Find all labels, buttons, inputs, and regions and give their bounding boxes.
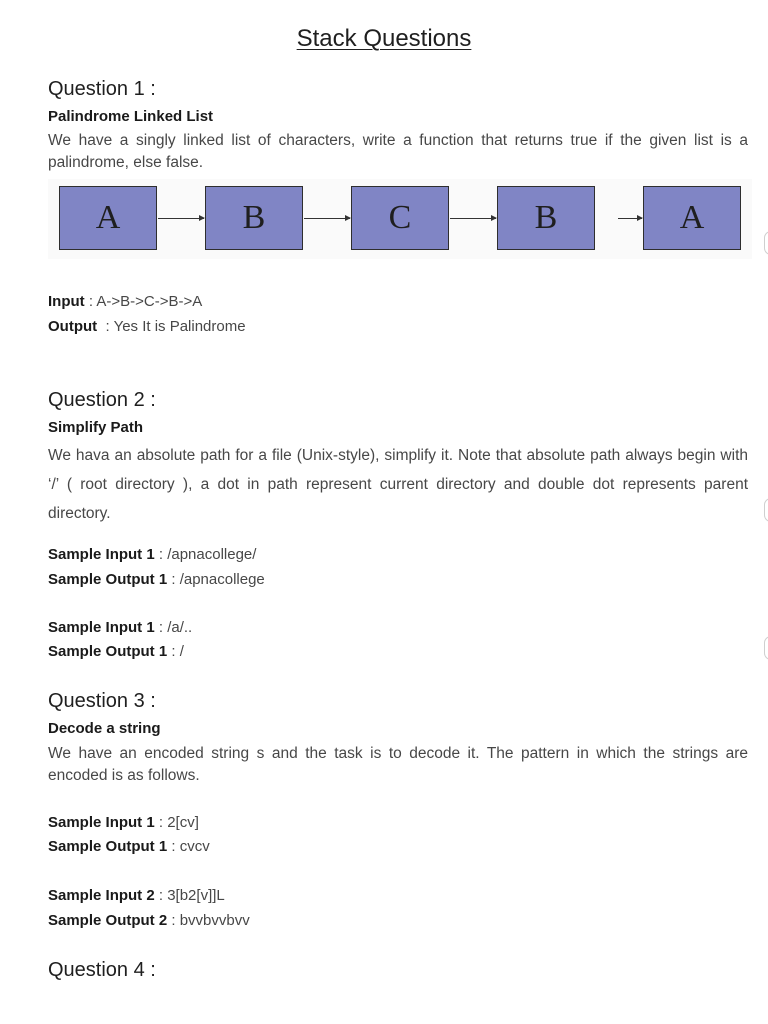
io-label: Sample Output 1 [48, 838, 168, 855]
question-2-heading: Question 2 : [48, 389, 156, 411]
linked-list-diagram [48, 179, 752, 259]
io-value: 3[b2[v]]L [167, 887, 225, 904]
list-node: A [643, 186, 741, 250]
io-separator: : [154, 546, 168, 563]
question-4-heading: Question 4 : [48, 959, 156, 981]
io-label: Sample Input 1 [48, 814, 155, 831]
page-title-text: Stack Questions [296, 25, 472, 52]
question-1-heading: Question 1 : [48, 78, 156, 100]
io-separator: : [167, 838, 180, 855]
page-edge-marker [764, 498, 768, 522]
page-title [0, 17, 768, 54]
question-3-heading: Question 3 : [48, 690, 156, 712]
sample-input-line [48, 814, 199, 831]
io-value: 2[cv] [167, 814, 199, 831]
io-value: A->B->C->B->A [96, 293, 203, 310]
list-node: C [351, 186, 449, 250]
next-arrow [304, 218, 350, 219]
io-label: Sample Output 2 [48, 912, 168, 929]
io-separator: : [154, 887, 168, 904]
io-label: Output [48, 318, 98, 335]
next-arrow [158, 218, 204, 219]
page-edge-marker [764, 231, 768, 255]
sample-output-line [48, 838, 210, 855]
io-label: Sample Output 1 [48, 571, 168, 588]
question-1-title: Palindrome Linked List [48, 108, 214, 125]
io-value: cvcv [179, 838, 210, 855]
sample-output-line [48, 571, 265, 588]
question-3-description: We have an encoded string s and the task is to decode it. The pattern in which the strings are encoded is as follows. [48, 745, 748, 784]
next-arrow [450, 218, 496, 219]
io-label: Input [48, 293, 85, 310]
sample-output-line [48, 643, 184, 660]
io-separator: : [154, 619, 168, 636]
io-value: Yes It is Palindrome [113, 318, 246, 335]
list-node: B [205, 186, 303, 250]
io-value: bvvbvvbvv [179, 912, 250, 929]
io-label: Sample Output 1 [48, 643, 168, 660]
sample-output-line [48, 912, 250, 929]
io-value: /apnacollege [179, 571, 265, 588]
sample-input-line [48, 619, 192, 636]
page-edge-marker [764, 636, 768, 660]
next-arrow [618, 218, 642, 219]
io-value: /a/.. [167, 619, 193, 636]
io-separator: : [167, 643, 180, 660]
io-label: Sample Input 2 [48, 887, 155, 904]
io-label: Sample Input 1 [48, 619, 155, 636]
io-value: / [179, 643, 184, 660]
io-separator: : [167, 571, 180, 588]
question-1-description: We have a singly linked list of characters, write a function that returns true if the given list is a palindrome, else false. [48, 132, 748, 171]
question-1-input [48, 293, 202, 310]
question-3-title: Decode a string [48, 720, 161, 737]
sample-input-line [48, 887, 225, 904]
io-separator: : [97, 318, 114, 335]
io-value: /apnacollege/ [167, 546, 257, 563]
question-1-output [48, 318, 246, 335]
io-label: Sample Input 1 [48, 546, 155, 563]
sample-input-line [48, 546, 256, 563]
list-node: A [59, 186, 157, 250]
question-2-title: Simplify Path [48, 419, 144, 436]
io-separator: : [167, 912, 180, 929]
io-separator: : [84, 293, 97, 310]
list-node: B [497, 186, 595, 250]
question-2-description: We hava an absolute path for a file (Unix-style), simplify it. Note that absolute path always begin with ‘/’ ( root directory ), a dot in path represent current directory and double dot represents parent directory. [48, 447, 748, 522]
io-separator: : [154, 814, 168, 831]
